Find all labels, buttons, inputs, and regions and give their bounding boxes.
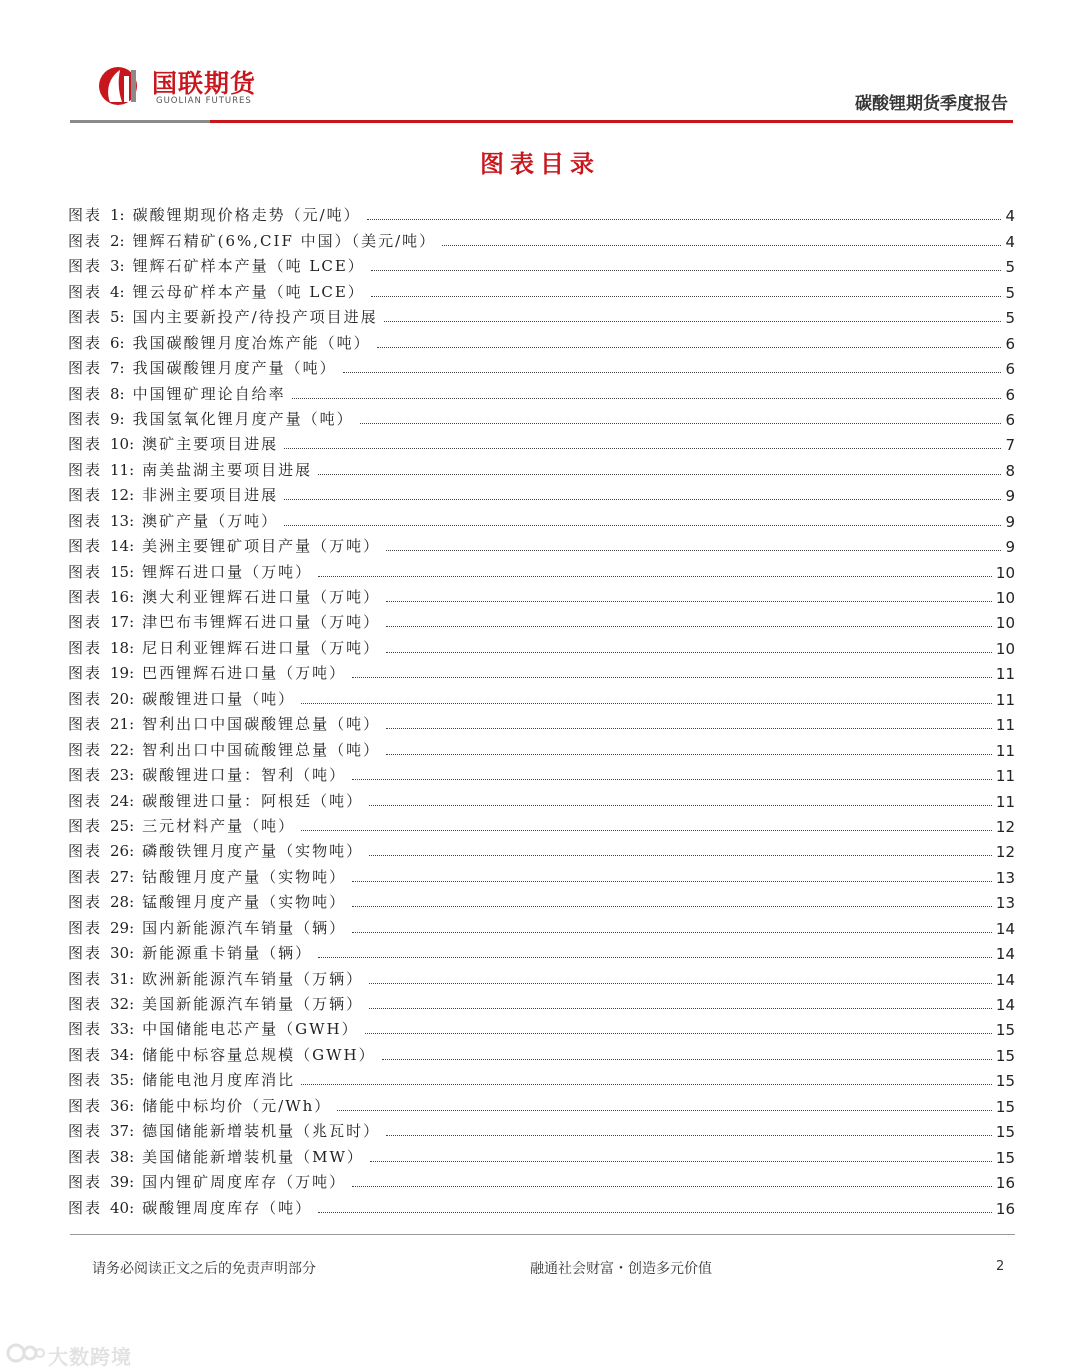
- toc-entry-label: [68, 790, 134, 811]
- toc-entry-title: 碳酸锂进口量：阿根廷（吨）: [142, 791, 364, 810]
- toc-entry-number: 28:: [110, 893, 135, 912]
- toc-entry-page: 6: [1005, 360, 1015, 379]
- toc-entry-number: 25:: [110, 816, 135, 835]
- toc-entry-number: 16:: [110, 588, 135, 606]
- toc-entry[interactable]: [68, 632, 1015, 657]
- toc-entry-number: 14:: [110, 537, 135, 556]
- toc-dot-leader: [369, 1008, 992, 1009]
- toc-entry-number: 8:: [110, 384, 125, 403]
- toc-entry[interactable]: [68, 378, 1015, 403]
- toc-entry-prefix: 图表: [68, 613, 103, 632]
- toc-dot-leader: [301, 830, 992, 831]
- toc-entry-title: 中国锂矿理论自给率: [132, 384, 286, 403]
- toc-entry-number: 1:: [110, 206, 125, 225]
- toc-entry-label: [68, 611, 134, 632]
- toc-entry-number: 3:: [110, 257, 125, 276]
- toc-entry-page: 10: [995, 639, 1015, 658]
- toc-entry-prefix: 图表: [68, 1122, 103, 1141]
- toc-entry-label: [68, 281, 125, 302]
- toc-entry-label: [68, 535, 134, 556]
- toc-dot-leader: [352, 779, 992, 780]
- toc-entry-page: 11: [995, 767, 1015, 786]
- toc-entry-prefix: 图表: [68, 1071, 103, 1090]
- toc-dot-leader: [343, 372, 1002, 373]
- toc-entry-prefix: 图表: [68, 231, 103, 250]
- toc-entry-number: 32:: [110, 995, 135, 1013]
- toc-entry[interactable]: [68, 1141, 1015, 1166]
- toc-entry-label: [68, 968, 134, 989]
- toc-entry-page: 9: [1005, 538, 1015, 557]
- toc-dot-leader: [369, 983, 992, 984]
- toc-entry-number: 17:: [110, 613, 135, 632]
- toc-entry-label: [68, 1095, 134, 1116]
- toc-entry-title: 碳酸锂进口量：智利（吨）: [142, 766, 347, 785]
- toc-entry-page: 14: [995, 996, 1015, 1014]
- toc-entry[interactable]: [68, 582, 1015, 607]
- toc-dot-leader: [371, 296, 1002, 297]
- toc-entry[interactable]: [68, 353, 1015, 378]
- toc-entry[interactable]: [68, 887, 1015, 912]
- toc-entry-title: 碳酸锂进口量（吨）: [142, 689, 296, 708]
- toc-entry-page: 13: [995, 868, 1015, 887]
- toc-dot-leader: [377, 347, 1002, 348]
- toc-entry-prefix: 图表: [68, 944, 103, 963]
- toc-entry-number: 26:: [110, 842, 135, 861]
- toc-entry-label: [68, 739, 134, 760]
- toc-entry-page: 6: [1005, 334, 1015, 353]
- toc-entry-label: [68, 662, 134, 683]
- logo-english-name: GUOLIAN FUTURES: [156, 96, 252, 106]
- toc-entry-prefix: 图表: [68, 257, 103, 276]
- toc-entry-number: 12:: [110, 486, 135, 505]
- toc-dot-leader: [352, 677, 992, 678]
- toc-entry-prefix: 图表: [68, 435, 103, 454]
- toc-entry-prefix: 图表: [68, 537, 103, 556]
- toc-entry-number: 29:: [110, 918, 135, 937]
- toc-entry[interactable]: [68, 989, 1015, 1014]
- toc-entry-title: 津巴布韦锂辉石进口量（万吨）: [142, 613, 381, 632]
- toc-dot-leader: [386, 550, 1001, 551]
- toc-dot-leader: [352, 881, 992, 882]
- toc-entry-page: 5: [1005, 283, 1015, 302]
- toc-dot-leader: [367, 219, 1002, 220]
- toc-dot-leader: [318, 1212, 992, 1213]
- toc-entry-label: [68, 459, 134, 480]
- toc-entry-page: 11: [995, 690, 1015, 709]
- toc-entry[interactable]: [68, 1039, 1015, 1064]
- toc-entry-page: 14: [995, 970, 1015, 989]
- toc-entry-page: 4: [1005, 207, 1015, 226]
- toc-entry-label: [68, 1171, 134, 1192]
- toc-entry-number: 21:: [110, 715, 135, 734]
- toc-entry-number: 7:: [110, 359, 125, 378]
- toc-entry-title: 储能电池月度库消比: [142, 1071, 296, 1090]
- footer-page-number: 2: [996, 1259, 1005, 1274]
- toc-entry-title: 智利出口中国硫酸锂总量（吨）: [142, 740, 381, 759]
- toc-entry-number: 20:: [110, 689, 135, 708]
- toc-entry[interactable]: [68, 1090, 1015, 1115]
- toc-dot-leader: [371, 270, 1002, 271]
- toc-entry-page: 14: [995, 945, 1015, 964]
- toc-entry[interactable]: [68, 760, 1015, 785]
- toc-entry-title: 磷酸铁锂月度产量（实物吨）: [142, 842, 364, 861]
- toc-entry-prefix: 图表: [68, 867, 103, 886]
- toc-entry-page: 15: [995, 1046, 1015, 1065]
- toc-entry-number: 34:: [110, 1045, 135, 1064]
- toc-entry-number: 4:: [110, 282, 125, 301]
- toc-entry-title: 国内新能源汽车销量（辆）: [142, 918, 347, 937]
- toc-entry-label: [68, 383, 125, 404]
- toc-entry-prefix: 图表: [68, 766, 103, 785]
- toc-entry-title: 锰酸锂月度产量（实物吨）: [142, 893, 347, 912]
- toc-entry[interactable]: [68, 429, 1015, 454]
- toc-entry-label: [68, 764, 134, 785]
- toc-entry-prefix: 图表: [68, 588, 103, 606]
- toc-entry[interactable]: [68, 709, 1015, 734]
- toc-entry-number: 5:: [110, 308, 125, 327]
- toc-dot-leader: [442, 245, 1001, 246]
- toc-entry-number: 40:: [110, 1198, 135, 1217]
- toc-entry-number: 18:: [110, 638, 135, 657]
- toc-entry-page: 10: [995, 589, 1015, 607]
- toc-entry-label: [68, 713, 134, 734]
- toc-entry-page: 12: [995, 843, 1015, 862]
- toc-entry-title: 锂云母矿样本产量（吨 LCE）: [132, 282, 365, 301]
- toc-entry-label: [68, 815, 134, 836]
- toc-entry-title: 美国储能新增装机量（MW）: [142, 1147, 364, 1166]
- toc-entry-page: 11: [995, 792, 1015, 811]
- toc-entry-prefix: 图表: [68, 893, 103, 912]
- toc-entry[interactable]: [68, 225, 1015, 250]
- toc-dot-leader: [318, 957, 992, 958]
- toc-entry[interactable]: [68, 683, 1015, 708]
- toc-entry-title: 储能中标均价（元/Wh）: [142, 1096, 332, 1115]
- toc-entry[interactable]: [68, 1116, 1015, 1141]
- toc-entry-label: [68, 484, 134, 505]
- toc-entry-label: [68, 357, 125, 378]
- toc-entry-prefix: 图表: [68, 1020, 103, 1039]
- toc-entry-title: 我国氢氧化锂月度产量（吨）: [132, 409, 354, 428]
- toc-entry-label: [68, 1069, 134, 1090]
- toc-entry-title: 钴酸锂月度产量（实物吨）: [142, 867, 347, 886]
- toc-dot-leader: [284, 499, 1001, 500]
- toc-entry[interactable]: [68, 556, 1015, 581]
- toc-dot-leader: [386, 652, 992, 653]
- toc-entry-number: 33:: [110, 1020, 135, 1039]
- toc-entry-prefix: 图表: [68, 1173, 103, 1192]
- footer-divider: [70, 1234, 1015, 1235]
- toc-entry-prefix: 图表: [68, 486, 103, 505]
- toc-entry[interactable]: [68, 785, 1015, 810]
- toc-entry-prefix: 图表: [68, 1045, 103, 1064]
- toc-entry[interactable]: [68, 200, 1015, 225]
- toc-entry[interactable]: [68, 327, 1015, 352]
- toc-entry-number: 24:: [110, 791, 135, 810]
- footer-disclaimer: 请务必阅读正文之后的免责声明部分: [92, 1261, 316, 1277]
- toc-entry-label: [68, 230, 125, 251]
- toc-entry-label: [68, 255, 125, 276]
- page-header: [0, 0, 1080, 130]
- toc-entry-label: [68, 204, 125, 225]
- toc-dot-leader: [318, 474, 1001, 475]
- toc-entry[interactable]: [68, 836, 1015, 861]
- toc-dot-leader: [352, 1186, 992, 1187]
- toc-entry-prefix: 图表: [68, 1096, 103, 1115]
- toc-entry-title: 我国碳酸锂月度冶炼产能（吨）: [132, 333, 371, 352]
- toc-entry-number: 10:: [110, 435, 135, 454]
- toc-entry[interactable]: [68, 302, 1015, 327]
- toc-entry[interactable]: [68, 938, 1015, 963]
- toc-entry-label: [68, 1120, 134, 1141]
- toc-dot-leader: [369, 855, 992, 856]
- toc-dot-leader: [337, 1110, 992, 1111]
- toc-entry-prefix: 图表: [68, 359, 103, 378]
- toc-dot-leader: [370, 1161, 992, 1162]
- toc-entry-title: 锂辉石矿样本产量（吨 LCE）: [132, 257, 365, 276]
- toc-dot-leader: [386, 754, 992, 755]
- toc-entry-prefix: 图表: [68, 1198, 103, 1217]
- toc-entry-prefix: 图表: [68, 409, 103, 428]
- toc-entry-prefix: 图表: [68, 969, 103, 988]
- toc-entry-title: 国内锂矿周度库存（万吨）: [142, 1173, 347, 1192]
- toc-entry-number: 19:: [110, 664, 135, 683]
- toc-entry-number: 2:: [110, 231, 125, 250]
- toc-entry-page: 12: [995, 817, 1015, 836]
- toc-entry-title: 澳矿产量（万吨）: [142, 511, 279, 530]
- toc-entry-page: 13: [995, 894, 1015, 913]
- header-divider-gray: [70, 120, 210, 123]
- toc-entry-prefix: 图表: [68, 995, 103, 1013]
- footer-slogan: 融通社会财富・创造多元价值: [530, 1261, 712, 1277]
- toc-entry-label: [68, 1146, 134, 1167]
- toc-entry[interactable]: [68, 658, 1015, 683]
- toc-entry-label: [68, 891, 134, 912]
- toc-entry-label: [68, 993, 134, 1014]
- toc-entry-title: 碳酸锂周度库存（吨）: [142, 1198, 313, 1217]
- toc-dot-leader: [386, 728, 992, 729]
- toc-entry-label: [68, 688, 134, 709]
- toc-entry-title: 中国储能电芯产量（GWH）: [142, 1020, 359, 1039]
- toc-entry-label: [68, 1018, 134, 1039]
- toc-entry[interactable]: [68, 505, 1015, 530]
- toc-entry-label: [68, 306, 125, 327]
- toc-entry-number: 27:: [110, 867, 135, 886]
- toc-dot-leader: [386, 1135, 992, 1136]
- toc-entry-label: [68, 840, 134, 861]
- toc-entry-page: 10: [995, 563, 1015, 582]
- toc-entry-label: [68, 332, 125, 353]
- toc-entry-page: 9: [1005, 487, 1015, 506]
- toc-entry-prefix: 图表: [68, 664, 103, 683]
- toc-entry[interactable]: [68, 276, 1015, 301]
- toc-entry[interactable]: [68, 607, 1015, 632]
- toc-entry-page: 4: [1005, 232, 1015, 251]
- toc-entry-number: 22:: [110, 740, 135, 759]
- toc-entry-prefix: 图表: [68, 791, 103, 810]
- toc-dot-leader: [382, 1059, 992, 1060]
- toc-entry-number: 38:: [110, 1147, 135, 1166]
- toc-entry-title: 澳大利亚锂辉石进口量（万吨）: [142, 588, 381, 606]
- toc-entry-prefix: 图表: [68, 460, 103, 479]
- report-title: 碳酸锂期货季度报告: [855, 94, 1008, 114]
- toc-entry-prefix: 图表: [68, 638, 103, 657]
- toc-entry-page: 7: [1005, 436, 1015, 455]
- toc-dot-leader: [360, 423, 1002, 424]
- toc-entry[interactable]: [68, 963, 1015, 988]
- toc-entry-page: 15: [995, 1097, 1015, 1116]
- toc-entry-label: [68, 917, 134, 938]
- toc-entry[interactable]: [68, 251, 1015, 276]
- toc-entry-page: 15: [995, 1021, 1015, 1040]
- toc-title: 图表目录: [480, 149, 600, 178]
- header-divider-red: [210, 120, 1013, 123]
- toc-entry-label: [68, 866, 134, 887]
- toc-entry-number: 37:: [110, 1122, 135, 1141]
- watermark-text: 大数跨境: [48, 1345, 132, 1369]
- toc-entry[interactable]: [68, 861, 1015, 886]
- toc-entry-title: 三元材料产量（吨）: [142, 816, 296, 835]
- toc-dot-leader: [301, 1084, 992, 1085]
- toc-entry-label: [68, 1197, 134, 1218]
- toc-entry-number: 15:: [110, 562, 135, 581]
- toc-entry-page: 10: [995, 614, 1015, 633]
- toc-entry-prefix: 图表: [68, 562, 103, 581]
- toc-dot-leader: [386, 626, 992, 627]
- toc-entry-title: 我国碳酸锂月度产量（吨）: [132, 359, 337, 378]
- toc-entry-title: 澳矿主要项目进展: [142, 435, 279, 454]
- toc-entry-number: 13:: [110, 511, 135, 530]
- toc-entry-title: 南美盐湖主要项目进展: [142, 460, 313, 479]
- toc-entry-page: 5: [1005, 309, 1015, 328]
- toc-entry-prefix: 图表: [68, 206, 103, 225]
- toc-entry-page: 11: [995, 741, 1015, 760]
- toc-entry[interactable]: [68, 1014, 1015, 1039]
- toc-entry[interactable]: [68, 1065, 1015, 1090]
- toc-entry-page: 6: [1005, 385, 1015, 404]
- toc-entry-page: 15: [995, 1072, 1015, 1091]
- toc-entry[interactable]: [68, 404, 1015, 429]
- toc-entry-title: 美国新能源汽车销量（万辆）: [142, 995, 364, 1013]
- logo-mark-icon: [96, 62, 144, 108]
- toc-entry-prefix: 图表: [68, 689, 103, 708]
- toc-entry[interactable]: [68, 1167, 1015, 1192]
- toc-entry-page: 11: [995, 665, 1015, 684]
- toc-entry-label: [68, 942, 134, 963]
- toc-entry-page: 16: [995, 1174, 1015, 1193]
- company-logo: [96, 62, 286, 108]
- table-of-figures: [68, 200, 1015, 1218]
- toc-entry-title: 储能中标容量总规模（GWH）: [142, 1045, 376, 1064]
- toc-entry-number: 35:: [110, 1071, 135, 1090]
- toc-entry-title: 欧洲新能源汽车销量（万辆）: [142, 969, 364, 988]
- toc-entry-title: 锂辉石进口量（万吨）: [142, 562, 313, 581]
- toc-dot-leader: [352, 906, 992, 907]
- toc-entry-label: [68, 1044, 134, 1065]
- toc-entry-number: 9:: [110, 409, 125, 428]
- toc-entry-prefix: 图表: [68, 842, 103, 861]
- toc-entry-title: 碳酸锂期现价格走势（元/吨）: [132, 206, 361, 225]
- toc-entry-prefix: 图表: [68, 740, 103, 759]
- toc-dot-leader: [369, 805, 992, 806]
- toc-entry-page: 5: [1005, 258, 1015, 277]
- toc-entry-title: 美洲主要锂矿项目产量（万吨）: [142, 537, 381, 556]
- toc-dot-leader: [365, 1033, 992, 1034]
- toc-entry[interactable]: [68, 454, 1015, 479]
- toc-entry-number: 30:: [110, 944, 135, 963]
- toc-dot-leader: [292, 398, 1002, 399]
- logo-chinese-name: 国联期货: [152, 69, 257, 98]
- toc-entry-label: [68, 561, 134, 582]
- toc-entry-label: [68, 510, 134, 531]
- toc-entry-number: 6:: [110, 333, 125, 352]
- toc-entry[interactable]: [68, 531, 1015, 556]
- toc-entry-title: 国内主要新投产/待投产项目进展: [132, 308, 378, 327]
- toc-entry-label: [68, 637, 134, 658]
- toc-entry-prefix: 图表: [68, 715, 103, 734]
- toc-dot-leader: [284, 525, 1001, 526]
- toc-entry-prefix: 图表: [68, 816, 103, 835]
- toc-entry-title: 巴西锂辉石进口量（万吨）: [142, 664, 347, 683]
- toc-entry-page: 9: [1005, 512, 1015, 531]
- toc-entry-number: 36:: [110, 1096, 135, 1115]
- toc-entry[interactable]: [68, 480, 1015, 505]
- toc-dot-leader: [386, 601, 992, 602]
- toc-entry-title: 德国储能新增装机量（兆瓦时）: [142, 1122, 381, 1141]
- toc-entry-prefix: 图表: [68, 282, 103, 301]
- toc-entry-number: 31:: [110, 969, 135, 988]
- toc-entry[interactable]: [68, 1192, 1015, 1217]
- toc-entry-title: 锂辉石精矿(6%,CIF 中国）（美元/吨）: [132, 231, 437, 250]
- toc-entry-number: 11:: [110, 460, 135, 479]
- toc-entry-label: [68, 408, 125, 429]
- toc-entry-page: 15: [995, 1123, 1015, 1142]
- toc-entry-title: 尼日利亚锂辉石进口量（万吨）: [142, 638, 381, 657]
- toc-entry-prefix: 图表: [68, 308, 103, 327]
- toc-entry-title: 新能源重卡销量（辆）: [142, 944, 313, 963]
- toc-entry-page: 16: [995, 1199, 1015, 1218]
- toc-entry-page: 15: [995, 1148, 1015, 1167]
- toc-entry-prefix: 图表: [68, 511, 103, 530]
- toc-dot-leader: [384, 321, 1002, 322]
- toc-dot-leader: [301, 703, 992, 704]
- toc-entry-number: 39:: [110, 1173, 135, 1192]
- toc-entry-page: 6: [1005, 410, 1015, 429]
- toc-entry[interactable]: [68, 811, 1015, 836]
- toc-entry-label: [68, 433, 134, 454]
- toc-dot-leader: [352, 932, 992, 933]
- toc-entry-title: 智利出口中国碳酸锂总量（吨）: [142, 715, 381, 734]
- toc-entry-page: 11: [995, 716, 1015, 735]
- watermark-logo-icon: [6, 1340, 46, 1366]
- toc-entry-number: 23:: [110, 766, 135, 785]
- toc-entry-prefix: 图表: [68, 918, 103, 937]
- toc-entry-label: [68, 586, 134, 607]
- toc-entry-title: 非洲主要项目进展: [142, 486, 279, 505]
- toc-entry-prefix: 图表: [68, 384, 103, 403]
- toc-entry-page: 8: [1005, 461, 1015, 480]
- toc-dot-leader: [318, 576, 992, 577]
- toc-entry-page: 14: [995, 919, 1015, 938]
- toc-entry-prefix: 图表: [68, 1147, 103, 1166]
- toc-entry[interactable]: [68, 912, 1015, 937]
- toc-entry[interactable]: [68, 734, 1015, 759]
- toc-dot-leader: [284, 448, 1001, 449]
- toc-entry-prefix: 图表: [68, 333, 103, 352]
